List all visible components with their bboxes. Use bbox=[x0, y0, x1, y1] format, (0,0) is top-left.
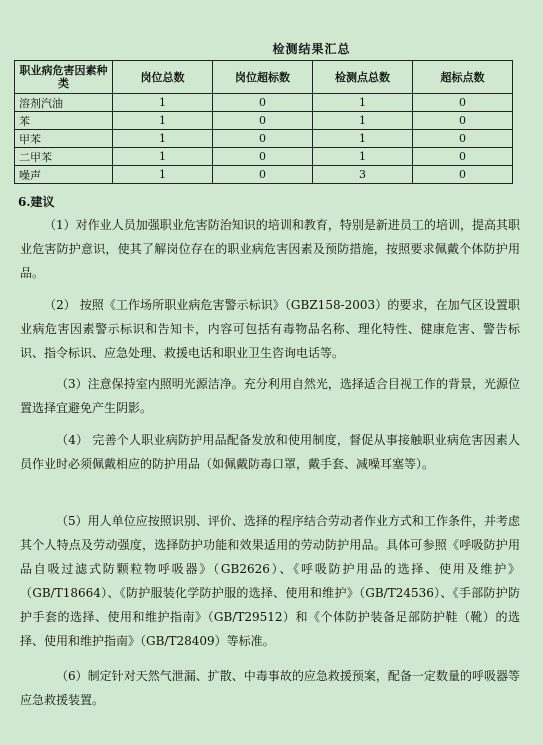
section-heading bbox=[18, 193, 55, 210]
cell-value: 1 bbox=[113, 148, 213, 166]
cell-value: 1 bbox=[113, 94, 213, 112]
cell-value: 0 bbox=[413, 94, 513, 112]
cell-value: 0 bbox=[213, 94, 313, 112]
section-title: 建议 bbox=[30, 195, 55, 209]
table-row bbox=[15, 166, 513, 184]
paragraph-3: （3）注意保持室内照明光源洁净。充分利用自然光，选择适合目视工作的背景，光源位置选择宜避免产生阴影。 bbox=[20, 377, 520, 415]
paragraph-2: （2） 按照《工作场所职业病危害警示标识》（GBZ158-2003）的要求，在加气区设置职业病危害因素警示标识和告知卡，内容可包括有毒物品名称、理化特性、健康危害、警告标识、指令标识、应急处理、救援电话和职业卫生咨询电话等。 bbox=[20, 298, 520, 360]
cell-hazard: 苯 bbox=[15, 112, 113, 130]
paragraph-5: （5）用人单位应按照识别、评价、选择的程序结合劳动者作业方式和工作条件，并考虑其个人特点及劳动强度，选择防护功能和效果适用的劳动防护用品。具体可参照《呼吸防护用品自吸过滤式防颗粒物呼吸器》（GB2626）、《呼吸防护用品的选择、使用及维护》（GB/T18664）、《防护服装化学防护服的选择、使用和维护》（GB/T24536）、《手部防护防护手套的选择、使用和维护指南》（GB/T29512）和《个体防护装备足部防护鞋（靴）的选择、使用和维护指南》（GB/T28409）等标准。 bbox=[20, 514, 520, 648]
header-exceeding-posts: 岗位超标数 bbox=[213, 61, 313, 94]
paragraph-1: （1）对作业人员加强职业危害防治知识的培训和教育，特别是新进员工的培训，提高其职业危害防护意识，使其了解岗位存在的职业病危害因素及预防措施，按照要求佩戴个体防护用品。 bbox=[20, 218, 520, 280]
section-number: 6. bbox=[18, 195, 31, 209]
cell-hazard: 溶剂汽油 bbox=[15, 94, 113, 112]
cell-value: 0 bbox=[213, 130, 313, 148]
cell-value: 1 bbox=[313, 112, 413, 130]
cell-hazard: 甲苯 bbox=[15, 130, 113, 148]
header-total-points: 检测点总数 bbox=[313, 61, 413, 94]
header-total-posts: 岗位总数 bbox=[113, 61, 213, 94]
cell-value: 0 bbox=[413, 130, 513, 148]
table-row bbox=[15, 130, 513, 148]
cell-value: 0 bbox=[213, 166, 313, 184]
cell-value: 1 bbox=[113, 166, 213, 184]
results-table bbox=[14, 60, 513, 184]
cell-hazard: 噪声 bbox=[15, 166, 113, 184]
cell-value: 1 bbox=[113, 130, 213, 148]
paragraph-4: （4） 完善个人职业病防护用品配备发放和使用制度，督促从事接触职业病危害因素人员作业时必须佩戴相应的防护用品（如佩戴防毒口罩，戴手套、减噪耳塞等）。 bbox=[20, 433, 520, 471]
cell-value: 0 bbox=[213, 148, 313, 166]
table-row bbox=[15, 112, 513, 130]
cell-value: 1 bbox=[313, 130, 413, 148]
table-row bbox=[15, 94, 513, 112]
header-hazard-type: 职业病危害因素种类 bbox=[15, 61, 113, 94]
cell-value: 3 bbox=[313, 166, 413, 184]
table-header-row bbox=[15, 61, 513, 94]
table-title: 检测结果汇总 bbox=[272, 42, 351, 56]
cell-value: 0 bbox=[413, 166, 513, 184]
cell-value: 1 bbox=[313, 148, 413, 166]
cell-hazard: 二甲苯 bbox=[15, 148, 113, 166]
cell-value: 1 bbox=[313, 94, 413, 112]
header-exceeding-points: 超标点数 bbox=[413, 61, 513, 94]
paragraph-6: （6）制定针对天然气泄漏、扩散、中毒事故的应急救援预案，配备一定数量的呼吸器等应急救援装置。 bbox=[20, 669, 520, 707]
cell-value: 1 bbox=[113, 112, 213, 130]
cell-value: 0 bbox=[413, 148, 513, 166]
cell-value: 0 bbox=[213, 112, 313, 130]
table-row bbox=[15, 148, 513, 166]
cell-value: 0 bbox=[413, 112, 513, 130]
